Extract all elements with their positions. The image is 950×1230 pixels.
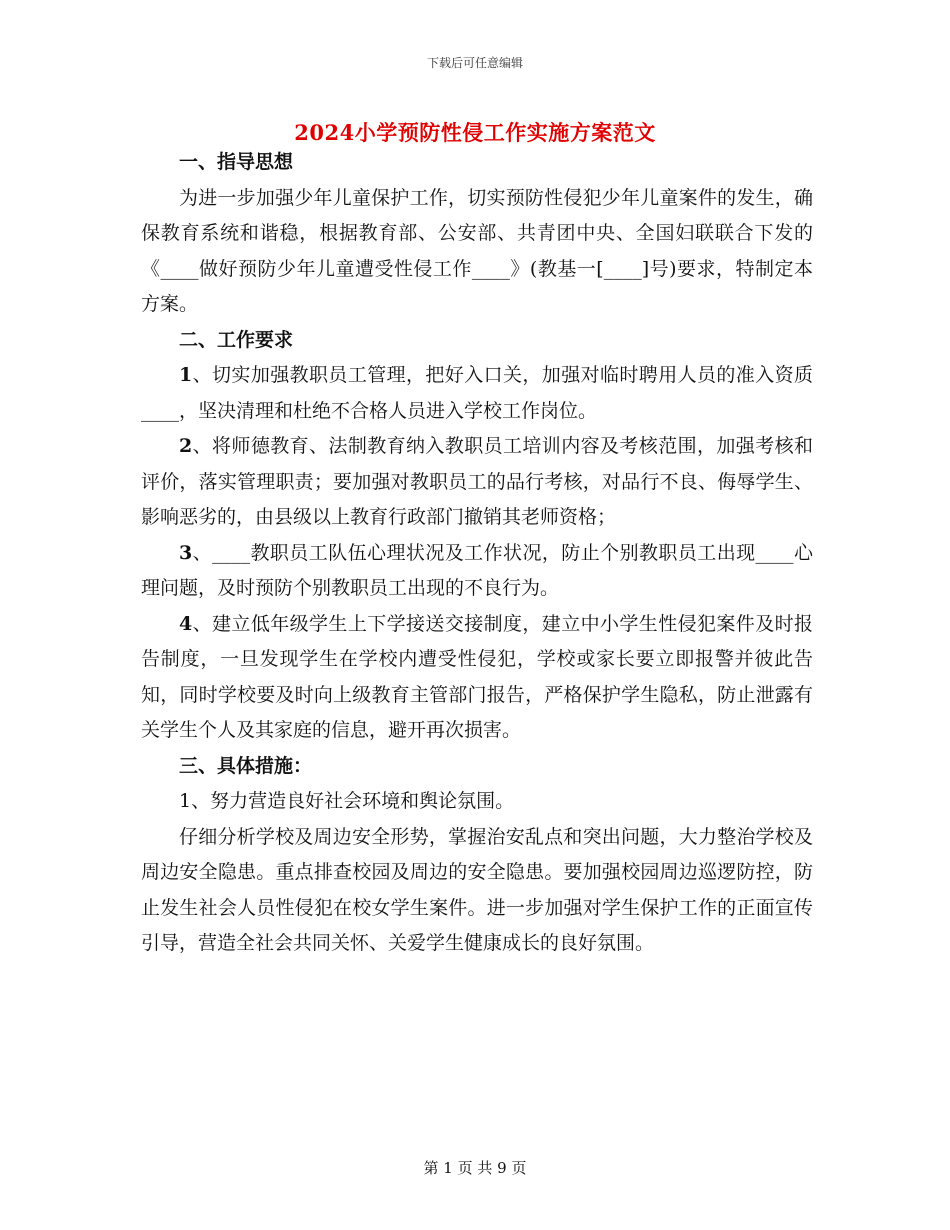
item-text: 、____教职员工队伍心理状况及工作状况，防止个别教职员工出现____心理问题，及时预防个别教职员工出现的不良行为。 bbox=[141, 541, 813, 599]
section-heading-specific-measures: 三、具体措施： bbox=[179, 754, 313, 777]
document-body bbox=[141, 145, 813, 962]
page-footer: 第 1 页 共 9 页 bbox=[423, 1159, 527, 1177]
item-number: 2 bbox=[179, 435, 193, 457]
document-title: 2024小学预防性侵工作实施方案范文 bbox=[294, 120, 656, 145]
item-number: 1 bbox=[179, 364, 193, 386]
item-text: 、建立低年级学生上下学接送交接制度，建立中小学生性侵犯案件及时报告制度，一旦发现学生在学校内遭受性侵犯，学校或家长要立即报警并彼此告知，同时学校要及时向上级教育主管部门报告，严格保护学生隐私，防止泄露有关学生个人及其家庭的信息，避开再次损害。 bbox=[141, 612, 813, 741]
paragraph-guiding-ideology: 为进一步加强少年儿童保护工作，切实预防性侵犯少年儿童案件的发生，确保教育系统和谐稳，根据教育部、公安部、共青团中央、全国妇联联合下发的《____做好预防少年儿童遭受性侵工作____》(教基一[____]号)要求，特制定本方案。 bbox=[141, 186, 813, 315]
list-item-measure-1: 1、努力营造良好社会环境和舆论氛围。 bbox=[179, 790, 515, 812]
paragraph-measure-1-detail: 仔细分析学校及周边安全形势，掌握治安乱点和突出问题，大力整治学校及周边安全隐患。重点排查校园及周边的安全隐患。要加强校园周边巡逻防控，防止发生社会人员性侵犯在校女学生案件。进一步加强对学生保护工作的正面宣传引导，营造全社会共同关怀、关爱学生健康成长的良好氛围。 bbox=[141, 825, 813, 954]
section-heading-guiding-ideology: 一、指导思想 bbox=[179, 151, 294, 173]
section-heading-work-requirements: 二、工作要求 bbox=[179, 328, 294, 351]
list-item-requirement-4 bbox=[141, 607, 813, 749]
item-text: 、切实加强教职员工管理，把好入口关，加强对临时聘用人员的准入资质____，坚决清理和杜绝不合格人员进入学校工作岗位。 bbox=[141, 364, 813, 422]
page-header: 下载后可任意编辑 bbox=[426, 56, 523, 70]
list-item-requirement-2 bbox=[141, 429, 813, 536]
item-text: 、将师德教育、法制教育纳入教职员工培训内容及考核范围，加强考核和评价，落实管理职责；要加强对教职员工的品行考核，对品行不良、侮辱学生、影响恶劣的，由县级以上教育行政部门撤销其老师资格； bbox=[141, 435, 813, 528]
item-number: 4 bbox=[179, 612, 193, 635]
item-number: 3 bbox=[179, 541, 193, 564]
list-item-requirement-3 bbox=[141, 536, 813, 607]
list-item-requirement-1 bbox=[141, 358, 813, 429]
